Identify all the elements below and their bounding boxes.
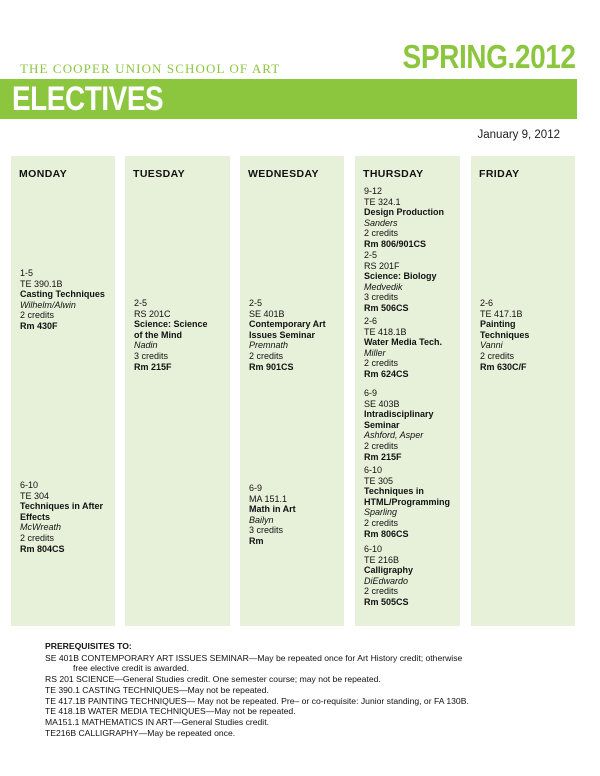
course-credits: 2 credits xyxy=(249,350,284,361)
course-block xyxy=(364,186,456,250)
course-credits: 2 credits xyxy=(480,350,515,361)
day-column-monday xyxy=(11,156,115,626)
course-code: TE 390.1B xyxy=(20,278,63,289)
course-block xyxy=(480,298,560,372)
course-block xyxy=(20,268,112,332)
course-instructor: Wilhelm/Alwin xyxy=(20,299,76,310)
course-code: TE 216B xyxy=(364,554,400,565)
course-time: 2-5 xyxy=(364,250,378,260)
day-heading: FRIDAY xyxy=(479,168,520,180)
course-title: Science: Science of the Mind xyxy=(134,319,208,340)
course-instructor: Medvedik xyxy=(364,281,403,292)
course-room: Rm 506CS xyxy=(364,302,409,313)
day-column-friday xyxy=(471,156,575,626)
course-room: Rm 505CS xyxy=(364,596,409,607)
course-room: Rm 806CS xyxy=(364,528,409,539)
course-time: 2-5 xyxy=(249,298,263,308)
course-credits: 2 credits xyxy=(364,228,399,239)
course-code: SE 403B xyxy=(364,398,400,409)
prerequisite-line: free elective credit is awarded. xyxy=(73,663,190,674)
course-time: 6-10 xyxy=(364,544,383,554)
course-code: TE 304 xyxy=(20,490,50,501)
course-instructor: Bailyn xyxy=(249,514,274,525)
course-time: 6-9 xyxy=(364,388,378,398)
day-heading: WEDNESDAY xyxy=(248,168,319,180)
course-instructor: Miller xyxy=(364,347,386,358)
course-time: 6-9 xyxy=(249,483,263,493)
title-banner xyxy=(0,79,577,119)
course-instructor: Vanni xyxy=(480,340,503,351)
course-code: RS 201F xyxy=(364,260,400,271)
course-time: 2-5 xyxy=(134,298,148,308)
course-room: Rm 630C/F xyxy=(480,361,527,372)
course-block xyxy=(364,250,456,314)
prerequisite-line: RS 201 SCIENCE—General Studies credit. One semester course; may not be repeated. xyxy=(45,674,381,685)
course-title: Contemporary Art Issues Seminar xyxy=(249,319,326,340)
course-block xyxy=(20,480,112,554)
course-credits: 2 credits xyxy=(364,586,399,597)
course-credits: 2 credits xyxy=(364,440,399,451)
course-time: 2-6 xyxy=(480,298,494,308)
course-block xyxy=(134,298,214,372)
course-credits: 2 credits xyxy=(20,310,55,321)
course-room: Rm 806/901CS xyxy=(364,238,427,249)
course-room: Rm xyxy=(249,535,264,546)
course-title: Techniques in HTML/Programming xyxy=(364,486,451,507)
course-title: Techniques in After Effects xyxy=(20,501,104,522)
course-title: Painting Techniques xyxy=(480,319,530,340)
course-instructor: McWreath xyxy=(20,522,62,533)
course-room: Rm 624CS xyxy=(364,368,409,379)
day-column-thursday xyxy=(355,156,460,626)
course-code: TE 305 xyxy=(364,475,394,486)
season-title: SPRING.2012 xyxy=(402,38,576,75)
course-credits: 2 credits xyxy=(364,358,399,369)
day-heading: TUESDAY xyxy=(133,168,186,180)
page-title: ELECTIVES xyxy=(12,80,164,118)
prerequisite-line: TE 390.1 CASTING TECHNIQUES—May not be repeated. xyxy=(45,684,269,695)
course-instructor: Sparling xyxy=(364,507,398,518)
course-code: SE 401B xyxy=(249,308,285,319)
course-room: Rm 215F xyxy=(364,451,402,462)
course-credits: 2 credits xyxy=(20,532,55,543)
prerequisite-line: SE 401B CONTEMPORARY ART ISSUES SEMINAR—May be repeated once for Art History credit; otherwise xyxy=(45,652,463,663)
course-block xyxy=(364,544,456,608)
course-room: Rm 430F xyxy=(20,320,58,331)
course-title: Design Production xyxy=(364,207,445,218)
day-column-wednesday xyxy=(240,156,344,626)
course-time: 9-12 xyxy=(364,186,383,196)
prerequisite-line: TE 417.1B PAINTING TECHNIQUES— May not be repeated. Pre– or co-requisite: Junior standing, or FA 130B. xyxy=(45,695,469,706)
prerequisites-heading: PREREQUISITES TO: xyxy=(45,641,132,651)
course-code: MA 151.1 xyxy=(249,493,288,504)
course-room: Rm 215F xyxy=(134,361,172,372)
course-title: Casting Techniques xyxy=(20,289,105,300)
course-instructor: DiEdwardo xyxy=(364,575,409,586)
school-name: THE COOPER UNION SCHOOL OF ART xyxy=(20,61,281,76)
course-title: Calligraphy xyxy=(364,565,414,576)
course-title: Math in Art xyxy=(249,504,296,515)
course-instructor: Sanders xyxy=(364,217,398,228)
course-time: 2-6 xyxy=(364,316,378,326)
course-block xyxy=(364,388,456,462)
prerequisites-section xyxy=(45,641,565,738)
course-instructor: Ashford, Asper xyxy=(364,430,424,441)
day-column-tuesday xyxy=(125,156,230,626)
course-instructor: Premnath xyxy=(249,340,289,351)
course-instructor: Nadin xyxy=(134,340,158,351)
prerequisite-line: TE 418.1B WATER MEDIA TECHNIQUES—May not be repeated. xyxy=(45,706,296,717)
course-time: 6-10 xyxy=(20,480,39,490)
course-title: Intradisciplinary Seminar xyxy=(364,409,434,430)
course-room: Rm 804CS xyxy=(20,543,65,554)
schedule-date: January 9, 2012 xyxy=(477,129,560,141)
course-credits: 3 credits xyxy=(134,350,169,361)
course-code: TE 418.1B xyxy=(364,326,407,337)
course-title: Science: Biology xyxy=(364,271,437,282)
prerequisite-line: TE216B CALLIGRAPHY—May be repeated once. xyxy=(45,727,236,738)
day-heading: MONDAY xyxy=(19,168,68,180)
course-credits: 2 credits xyxy=(364,517,399,528)
course-block xyxy=(364,465,456,539)
course-credits: 3 credits xyxy=(364,292,399,303)
course-block xyxy=(249,298,341,372)
course-block xyxy=(364,316,456,380)
course-time: 1-5 xyxy=(20,268,34,278)
course-block xyxy=(249,483,341,547)
course-time: 6-10 xyxy=(364,465,383,475)
course-code: RS 201C xyxy=(134,308,171,319)
course-code: TE 324.1 xyxy=(364,196,401,207)
course-room: Rm 901CS xyxy=(249,361,294,372)
day-heading: THURSDAY xyxy=(363,168,424,180)
prerequisite-line: MA151.1 MATHEMATICS IN ART—General Studies credit. xyxy=(45,716,269,727)
course-code: TE 417.1B xyxy=(480,308,523,319)
course-title: Water Media Tech. xyxy=(364,337,443,348)
course-credits: 3 credits xyxy=(249,525,284,536)
